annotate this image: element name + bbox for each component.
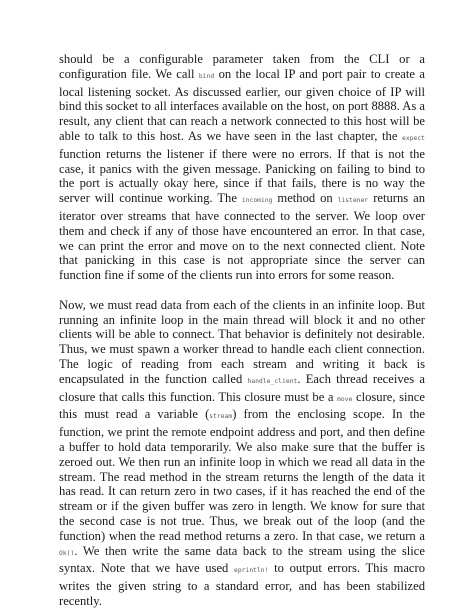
- inline-code: stream: [209, 413, 233, 421]
- document-page: [59, 52, 425, 609]
- inline-code: listener: [337, 197, 369, 205]
- body-paragraph: [59, 298, 425, 609]
- inline-code: bind: [198, 72, 215, 80]
- inline-code: incoming: [241, 197, 273, 205]
- inline-code: eprintln!: [234, 567, 269, 575]
- inline-code: handle_client: [247, 377, 298, 385]
- inline-code: expect: [402, 134, 425, 142]
- paragraph-text: Now, we must read data from each of the clients in an infinite loop. But running an infinite loop in the main thread will block it and no other clients will be able to connect. That behavior is definitely not desirable. Thus, we must spawn a worker thread to handle each client connection. The logic of reading from each stream and writing it back is encapsulated in the function called: [59, 297, 425, 386]
- paragraph-text: closure, since this must read a variable (: [59, 389, 425, 422]
- paragraph-text: method on: [272, 191, 338, 206]
- inline-code: move: [337, 395, 353, 403]
- paragraph-text: ) from the enclosing scope. In the function, we print the remote endpoint address and port, and then define a buffer to hold data temporarily. We also make sure that the buffer is zeroed out. We then run an infinite loop in which we read all data in the stream. The read method in the stream returns the length of the data it has read. It can return zero in two cases, if it has reached the end of the stream or if the given buffer was zero in length. We know for sure that the second case is not true. Thus, we break out of the loop (and the function) when the read method returns a zero. In that case, we return a: [59, 407, 425, 543]
- paragraph-text: returns an iterator over streams that have connected to the server. We loop over them and check if any of those have encountered an error. In that case, we can print the error and move on to the next connected client. Note that panicking in this case is not appropriate since the server can function fine if some of the clients run into errors for some reason.: [59, 191, 425, 283]
- body-paragraph: [59, 52, 425, 283]
- inline-code: Ok(): [59, 549, 75, 557]
- paragraph-text: . Each thread receives a closure that calls this function. This closure must be a: [59, 371, 425, 404]
- paragraph-text: to output errors. This macro writes the given string to a standard error, and has been stabilized recently.: [59, 561, 426, 608]
- paragraph-text: on the local IP and port pair to create a local listening socket. As discussed earlier, our given choice of IP will bind this socket to all interfaces available on the host, on port 8888. As a result, any client that can reach a network connected to this host will be able to talk to this host. As we have seen in the last chapter, the: [59, 66, 425, 143]
- paragraph-text: . We then write the same data back to the stream using the slice syntax. Note that we have used: [59, 543, 425, 576]
- paragraph-text: function returns the listener if there were no errors. If that is not the case, it panics with the given message. Panicking on failing to bind to the port is actually okay here, since if that fails, there is no way the server will continue working. The: [59, 146, 425, 206]
- paragraph-text: should be a configurable parameter taken from the CLI or a configuration file. We call: [59, 52, 425, 81]
